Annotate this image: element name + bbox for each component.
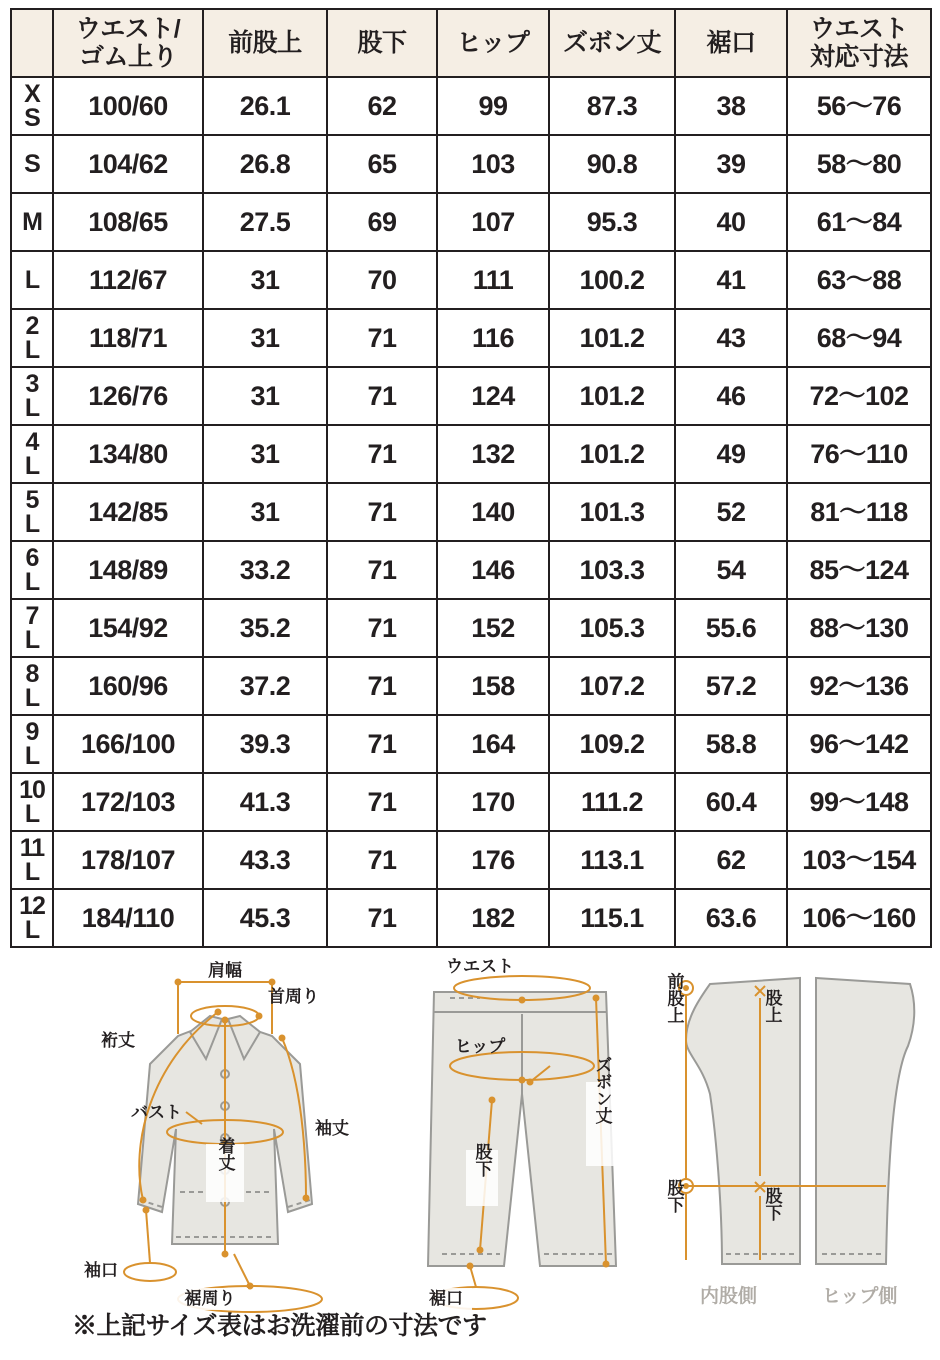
row-size-label: X S [11, 77, 53, 135]
cell-front-rise: 43.3 [203, 831, 327, 889]
cell-waist-fit-range: 58〜80 [787, 135, 931, 193]
column-header-waist-elastic: ウエスト/ ゴム上り [53, 9, 203, 77]
cell-hip: 103 [437, 135, 549, 193]
row-size-label: 10 L [11, 773, 53, 831]
cell-waist-elastic: 108/65 [53, 193, 203, 251]
cell-waist-fit-range: 88〜130 [787, 599, 931, 657]
cell-hip: 124 [437, 367, 549, 425]
cell-hem-opening: 55.6 [675, 599, 787, 657]
cell-waist-elastic: 134/80 [53, 425, 203, 483]
cell-hem-opening: 39 [675, 135, 787, 193]
cell-front-rise: 35.2 [203, 599, 327, 657]
cell-front-rise: 31 [203, 367, 327, 425]
cell-waist-fit-range: 103〜154 [787, 831, 931, 889]
cell-pants-length: 101.3 [549, 483, 675, 541]
row-size-label: L [11, 251, 53, 309]
table-row [11, 773, 931, 831]
cell-hem-opening: 58.8 [675, 715, 787, 773]
cell-waist-fit-range: 92〜136 [787, 657, 931, 715]
cell-inseam: 70 [327, 251, 437, 309]
cell-pants-length: 113.1 [549, 831, 675, 889]
label-hem-circumference: 裾周り [184, 1289, 236, 1308]
cell-waist-elastic: 118/71 [53, 309, 203, 367]
cell-waist-elastic: 104/62 [53, 135, 203, 193]
cell-hip: 107 [437, 193, 549, 251]
cell-waist-elastic: 166/100 [53, 715, 203, 773]
cell-pants-length: 111.2 [549, 773, 675, 831]
table-row [11, 541, 931, 599]
cell-waist-elastic: 172/103 [53, 773, 203, 831]
cell-waist-elastic: 100/60 [53, 77, 203, 135]
cell-front-rise: 37.2 [203, 657, 327, 715]
label-hip-side: ヒップ側 [822, 1286, 898, 1307]
cell-waist-fit-range: 81〜118 [787, 483, 931, 541]
label-shoulder-width: 肩幅 [208, 961, 242, 980]
cell-hem-opening: 63.6 [675, 889, 787, 947]
cell-waist-elastic: 160/96 [53, 657, 203, 715]
row-size-label: 11 L [11, 831, 53, 889]
cell-hem-opening: 46 [675, 367, 787, 425]
cell-waist-fit-range: 61〜84 [787, 193, 931, 251]
table-head [11, 9, 931, 77]
cell-front-rise: 41.3 [203, 773, 327, 831]
jacket-diagram [84, 960, 349, 1312]
cell-waist-elastic: 184/110 [53, 889, 203, 947]
cell-hem-opening: 62 [675, 831, 787, 889]
size-table [10, 8, 932, 948]
cell-inseam: 71 [327, 309, 437, 367]
cell-hem-opening: 54 [675, 541, 787, 599]
table-row [11, 367, 931, 425]
cell-front-rise: 33.2 [203, 541, 327, 599]
label-garment-length: 着丈 [215, 1137, 235, 1171]
cell-waist-fit-range: 96〜142 [787, 715, 931, 773]
cell-front-rise: 39.3 [203, 715, 327, 773]
cell-hip: 99 [437, 77, 549, 135]
cell-hip: 146 [437, 541, 549, 599]
cell-waist-fit-range: 99〜148 [787, 773, 931, 831]
cell-waist-fit-range: 85〜124 [787, 541, 931, 599]
cell-front-rise: 31 [203, 309, 327, 367]
cell-inseam: 69 [327, 193, 437, 251]
table-header-row [11, 9, 931, 77]
cell-inseam: 62 [327, 77, 437, 135]
cell-front-rise: 31 [203, 483, 327, 541]
cell-pants-length: 101.2 [549, 309, 675, 367]
cell-hip: 176 [437, 831, 549, 889]
cell-front-rise: 31 [203, 251, 327, 309]
cell-pants-length: 101.2 [549, 425, 675, 483]
cell-hip: 170 [437, 773, 549, 831]
cell-waist-elastic: 126/76 [53, 367, 203, 425]
cell-waist-fit-range: 106〜160 [787, 889, 931, 947]
label-sleeve-span: 裄丈 [101, 1031, 135, 1050]
cell-waist-elastic: 178/107 [53, 831, 203, 889]
label-inseam: 股下 [472, 1143, 492, 1177]
table-row [11, 657, 931, 715]
row-size-label: 4 L [11, 425, 53, 483]
cell-waist-fit-range: 56〜76 [787, 77, 931, 135]
cell-inseam: 71 [327, 657, 437, 715]
row-size-label: 12 L [11, 889, 53, 947]
cell-hip: 111 [437, 251, 549, 309]
column-header-front-rise: 前股上 [203, 9, 327, 77]
row-size-label: 3 L [11, 367, 53, 425]
cell-inseam: 71 [327, 773, 437, 831]
row-size-label: 8 L [11, 657, 53, 715]
cell-waist-elastic: 142/85 [53, 483, 203, 541]
column-header-hem-opening: 裾口 [675, 9, 787, 77]
label-inseam-front: 股下 [664, 1179, 684, 1213]
label-hem-opening: 裾口 [429, 1289, 463, 1308]
column-header-pants-length: ズボン丈 [549, 9, 675, 77]
row-size-label: 2 L [11, 309, 53, 367]
cell-front-rise: 26.8 [203, 135, 327, 193]
cell-inseam: 71 [327, 715, 437, 773]
cell-hip: 152 [437, 599, 549, 657]
cell-pants-length: 95.3 [549, 193, 675, 251]
cell-hem-opening: 49 [675, 425, 787, 483]
cell-pants-length: 87.3 [549, 77, 675, 135]
cell-pants-length: 101.2 [549, 367, 675, 425]
cell-waist-fit-range: 72〜102 [787, 367, 931, 425]
cell-waist-fit-range: 68〜94 [787, 309, 931, 367]
cell-hem-opening: 57.2 [675, 657, 787, 715]
cell-hip: 140 [437, 483, 549, 541]
table-row [11, 309, 931, 367]
cell-hip: 132 [437, 425, 549, 483]
cell-hip: 158 [437, 657, 549, 715]
cell-hip: 164 [437, 715, 549, 773]
table-row [11, 483, 931, 541]
row-size-label: 9 L [11, 715, 53, 773]
cell-pants-length: 103.3 [549, 541, 675, 599]
cell-pants-length: 107.2 [549, 657, 675, 715]
cell-front-rise: 27.5 [203, 193, 327, 251]
cell-pants-length: 105.3 [549, 599, 675, 657]
column-header-hip: ヒップ [437, 9, 549, 77]
label-waist: ウエスト [446, 957, 514, 976]
column-header-inseam: 股下 [327, 9, 437, 77]
label-cuff: 袖口 [84, 1261, 118, 1280]
cell-inseam: 71 [327, 831, 437, 889]
cell-hem-opening: 43 [675, 309, 787, 367]
cell-front-rise: 45.3 [203, 889, 327, 947]
row-size-label: S [11, 135, 53, 193]
rise-diagram [665, 971, 915, 1307]
cell-hem-opening: 38 [675, 77, 787, 135]
label-inner-side: 内股側 [700, 1286, 758, 1307]
measurement-diagrams [10, 954, 930, 1344]
label-hip: ヒップ [454, 1037, 506, 1056]
cell-hem-opening: 40 [675, 193, 787, 251]
label-inseam-x: 股下 [762, 1187, 782, 1221]
cell-pants-length: 109.2 [549, 715, 675, 773]
cell-inseam: 71 [327, 367, 437, 425]
cell-front-rise: 31 [203, 425, 327, 483]
cell-pants-length: 90.8 [549, 135, 675, 193]
table-row [11, 715, 931, 773]
row-size-label: 6 L [11, 541, 53, 599]
row-size-label: 5 L [11, 483, 53, 541]
column-header-waist-fit-range: ウエスト 対応寸法 [787, 9, 931, 77]
cell-inseam: 71 [327, 425, 437, 483]
label-front-rise: 前股上 [664, 972, 684, 1024]
table-row [11, 251, 931, 309]
table-body [11, 77, 931, 947]
table-corner-cell [11, 9, 53, 77]
cell-inseam: 71 [327, 889, 437, 947]
cell-hem-opening: 60.4 [675, 773, 787, 831]
label-rise: 股上 [762, 989, 782, 1023]
cell-inseam: 71 [327, 599, 437, 657]
table-row [11, 831, 931, 889]
footnote-text: ※上記サイズ表はお洗濯前の寸法です [72, 1312, 487, 1340]
cell-waist-fit-range: 63〜88 [787, 251, 931, 309]
cell-hip: 182 [437, 889, 549, 947]
table-row [11, 889, 931, 947]
cell-front-rise: 26.1 [203, 77, 327, 135]
cell-hip: 116 [437, 309, 549, 367]
label-neck-circumference: 首周り [268, 987, 319, 1006]
label-sleeve-length: 袖丈 [315, 1119, 349, 1138]
cell-pants-length: 115.1 [549, 889, 675, 947]
pants-diagram [418, 957, 616, 1310]
row-size-label: 7 L [11, 599, 53, 657]
cell-waist-elastic: 112/67 [53, 251, 203, 309]
cell-inseam: 71 [327, 483, 437, 541]
cell-hem-opening: 41 [675, 251, 787, 309]
cell-hem-opening: 52 [675, 483, 787, 541]
table-row [11, 425, 931, 483]
table-row [11, 135, 931, 193]
table-row [11, 77, 931, 135]
label-pants-length: ズボン丈 [592, 1056, 612, 1124]
table-row [11, 599, 931, 657]
cell-inseam: 71 [327, 541, 437, 599]
cell-waist-fit-range: 76〜110 [787, 425, 931, 483]
cell-waist-elastic: 148/89 [53, 541, 203, 599]
table-row [11, 193, 931, 251]
row-size-label: M [11, 193, 53, 251]
label-bust: バスト [131, 1103, 182, 1122]
cell-waist-elastic: 154/92 [53, 599, 203, 657]
cell-pants-length: 100.2 [549, 251, 675, 309]
cell-inseam: 65 [327, 135, 437, 193]
